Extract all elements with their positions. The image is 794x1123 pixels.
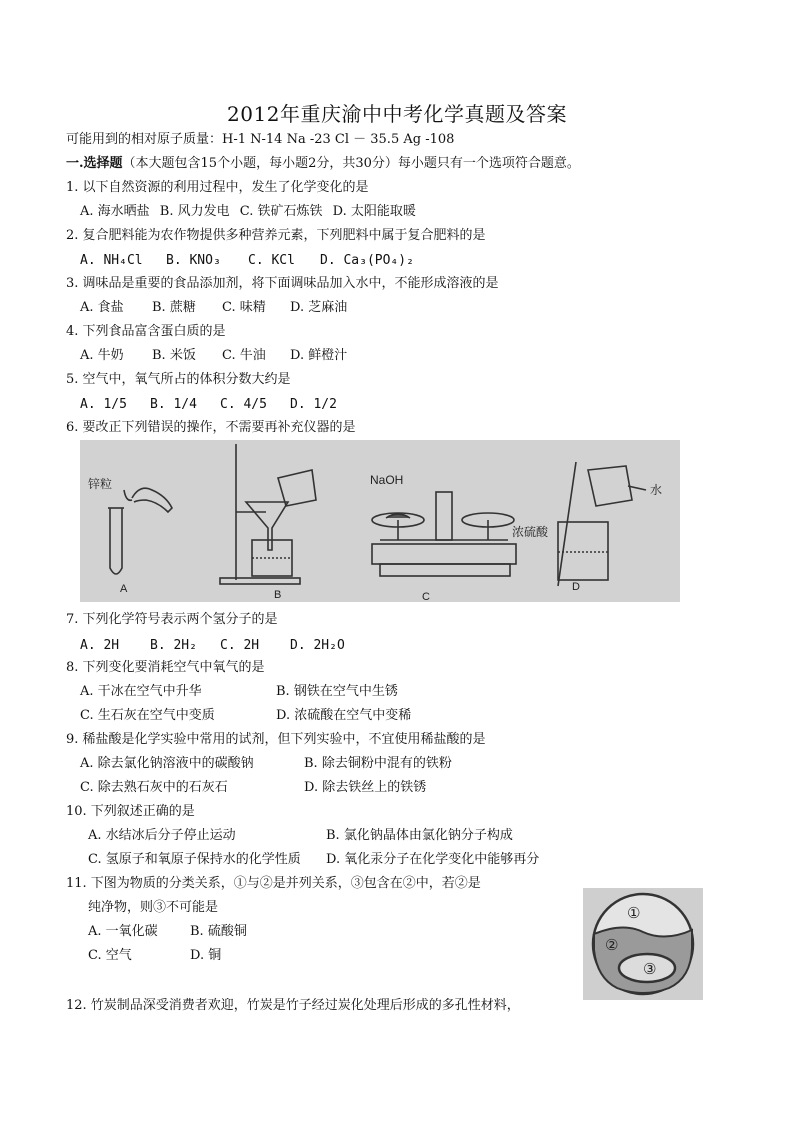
q1-option-c: C. 铁矿石炼铁 xyxy=(239,204,323,219)
figure-b-filtration xyxy=(220,444,316,584)
figure-c-label: C xyxy=(422,591,430,602)
q3-option-a: A. 食盐 xyxy=(80,300,124,315)
q3-option-d: D. 芝麻油 xyxy=(290,300,348,315)
question-3-stem: 3. 调味品是重要的食品添加剂，将下面调味品加入水中，不能形成溶液的是 xyxy=(66,276,499,291)
label-naoh: NaOH xyxy=(370,473,404,487)
q2-option-d: D. Ca₃(PO₄)₂ xyxy=(320,253,414,268)
q9-option-d: D. 除去铁丝上的铁锈 xyxy=(304,780,427,795)
question-8-stem: 8. 下列变化要消耗空气中氧气的是 xyxy=(66,660,265,675)
q4-option-c: C. 牛油 xyxy=(222,348,266,363)
q5-option-c: C. 4/5 xyxy=(220,397,267,412)
label-acid: 浓硫酸 xyxy=(512,525,549,539)
figure-d-label: D xyxy=(572,581,580,593)
q9-option-a: A. 除去氯化钠溶液中的碳酸钠 xyxy=(80,756,254,771)
q4-option-d: D. 鲜橙汁 xyxy=(290,348,348,363)
question-5-stem: 5. 空气中，氧气所占的体积分数大约是 xyxy=(66,372,291,387)
figure-c-balance xyxy=(372,492,516,576)
figure-a-test-tube xyxy=(108,488,172,574)
question-1-stem: 1. 以下自然资源的利用过程中，发生了化学变化的是 xyxy=(66,180,369,195)
atomic-mass-line: 可能用到的相对原子质量：H-1 N-14 Na -23 Cl － 35.5 Ag -108 xyxy=(66,132,455,147)
q5-option-b: B. 1/4 xyxy=(150,397,197,412)
section-description: （本大题包含15个小题，每小题2分，共30分）每小题只有一个选项符合题意。 xyxy=(122,156,580,171)
q11-option-b: B. 硫酸铜 xyxy=(190,924,247,939)
q5-option-d: D. 1/2 xyxy=(290,397,337,412)
q7-option-c: C. 2H xyxy=(220,638,260,653)
figure-a-label: A xyxy=(120,583,128,595)
page-title: 2012年重庆渝中中考化学真题及答案 xyxy=(227,102,567,126)
q9-option-b: B. 除去铜粉中混有的铁粉 xyxy=(304,756,452,771)
q4-option-b: B. 米饭 xyxy=(152,348,196,363)
question-11-stem-1: 11. 下图为物质的分类关系，①与②是并列关系，③包含在②中，若②是 xyxy=(66,876,481,891)
question-12-stem: 12. 竹炭制品深受消费者欢迎，竹炭是竹子经过炭化处理后形成的多孔性材料， xyxy=(66,998,520,1013)
region-label-1: ① xyxy=(627,905,641,922)
label-water: 水 xyxy=(650,483,663,497)
q8-option-b: B. 钢铁在空气中生锈 xyxy=(276,684,398,699)
q9-option-c: C. 除去熟石灰中的石灰石 xyxy=(80,780,228,795)
q7-option-a: A. 2H xyxy=(80,638,120,653)
q1-option-d: D. 太阳能取暖 xyxy=(332,204,416,219)
figure-d-dilution xyxy=(558,462,646,586)
question-4-stem: 4. 下列食品富含蛋白质的是 xyxy=(66,324,226,339)
q11-option-a: A. 一氧化碳 xyxy=(88,924,158,939)
q10-option-a: A. 水结冰后分子停止运动 xyxy=(88,828,236,843)
q4-option-a: A. 牛奶 xyxy=(80,348,124,363)
question-7-stem: 7. 下列化学符号表示两个氢分子的是 xyxy=(66,612,278,627)
q8-option-a: A. 干冰在空气中升华 xyxy=(80,684,202,699)
question-11-stem-2: 纯净物，则③不可能是 xyxy=(88,900,219,915)
q5-option-a: A. 1/5 xyxy=(80,397,127,412)
question-2-stem: 2. 复合肥料能为农作物提供多种营养元素，下列肥料中属于复合肥料的是 xyxy=(66,228,486,243)
region-label-2: ② xyxy=(605,937,619,954)
q11-option-c: C. 空气 xyxy=(88,948,132,963)
q7-option-b: B. 2H₂ xyxy=(150,638,197,653)
q2-option-c: C. KCl xyxy=(248,253,295,268)
q8-option-c: C. 生石灰在空气中变质 xyxy=(80,708,215,723)
question-1-options xyxy=(80,203,422,221)
q1-option-b: B. 风力发电 xyxy=(159,204,230,219)
question-10-stem: 10. 下列叙述正确的是 xyxy=(66,804,195,819)
classification-svg xyxy=(583,888,703,1000)
q10-option-c: C. 氢原子和氧原子保持水的化学性质 xyxy=(88,852,301,867)
figure-b-label: B xyxy=(274,589,282,601)
q2-option-a: A. NH₄Cl xyxy=(80,253,143,268)
q10-option-b: B. 氯化钠晶体由氯化钠分子构成 xyxy=(326,828,513,843)
question-6-stem: 6. 要改正下列错误的操作，不需要再补充仪器的是 xyxy=(66,420,356,435)
q1-option-a: A. 海水晒盐 xyxy=(80,204,150,219)
q8-option-d: D. 浓硫酸在空气中变稀 xyxy=(276,708,412,723)
lab-operations-svg xyxy=(80,440,680,602)
q3-option-c: C. 味精 xyxy=(222,300,266,315)
question-9-stem: 9. 稀盐酸是化学实验中常用的试剂，但下列实验中，不宜使用稀盐酸的是 xyxy=(66,732,486,747)
q3-option-b: B. 蔗糖 xyxy=(152,300,196,315)
q7-option-d: D. 2H₂O xyxy=(290,638,345,653)
q2-option-b: B. KNO₃ xyxy=(166,253,221,268)
region-label-3: ③ xyxy=(643,961,657,978)
q11-option-d: D. 铜 xyxy=(190,948,222,963)
section-head-label: 一.选择题 xyxy=(66,156,123,171)
label-zinc: 锌粒 xyxy=(88,477,113,491)
classification-figure xyxy=(583,888,703,1000)
lab-operations-figure xyxy=(80,440,680,602)
q10-option-d: D. 氧化汞分子在化学变化中能够再分 xyxy=(326,852,540,867)
section-heading xyxy=(66,155,580,173)
